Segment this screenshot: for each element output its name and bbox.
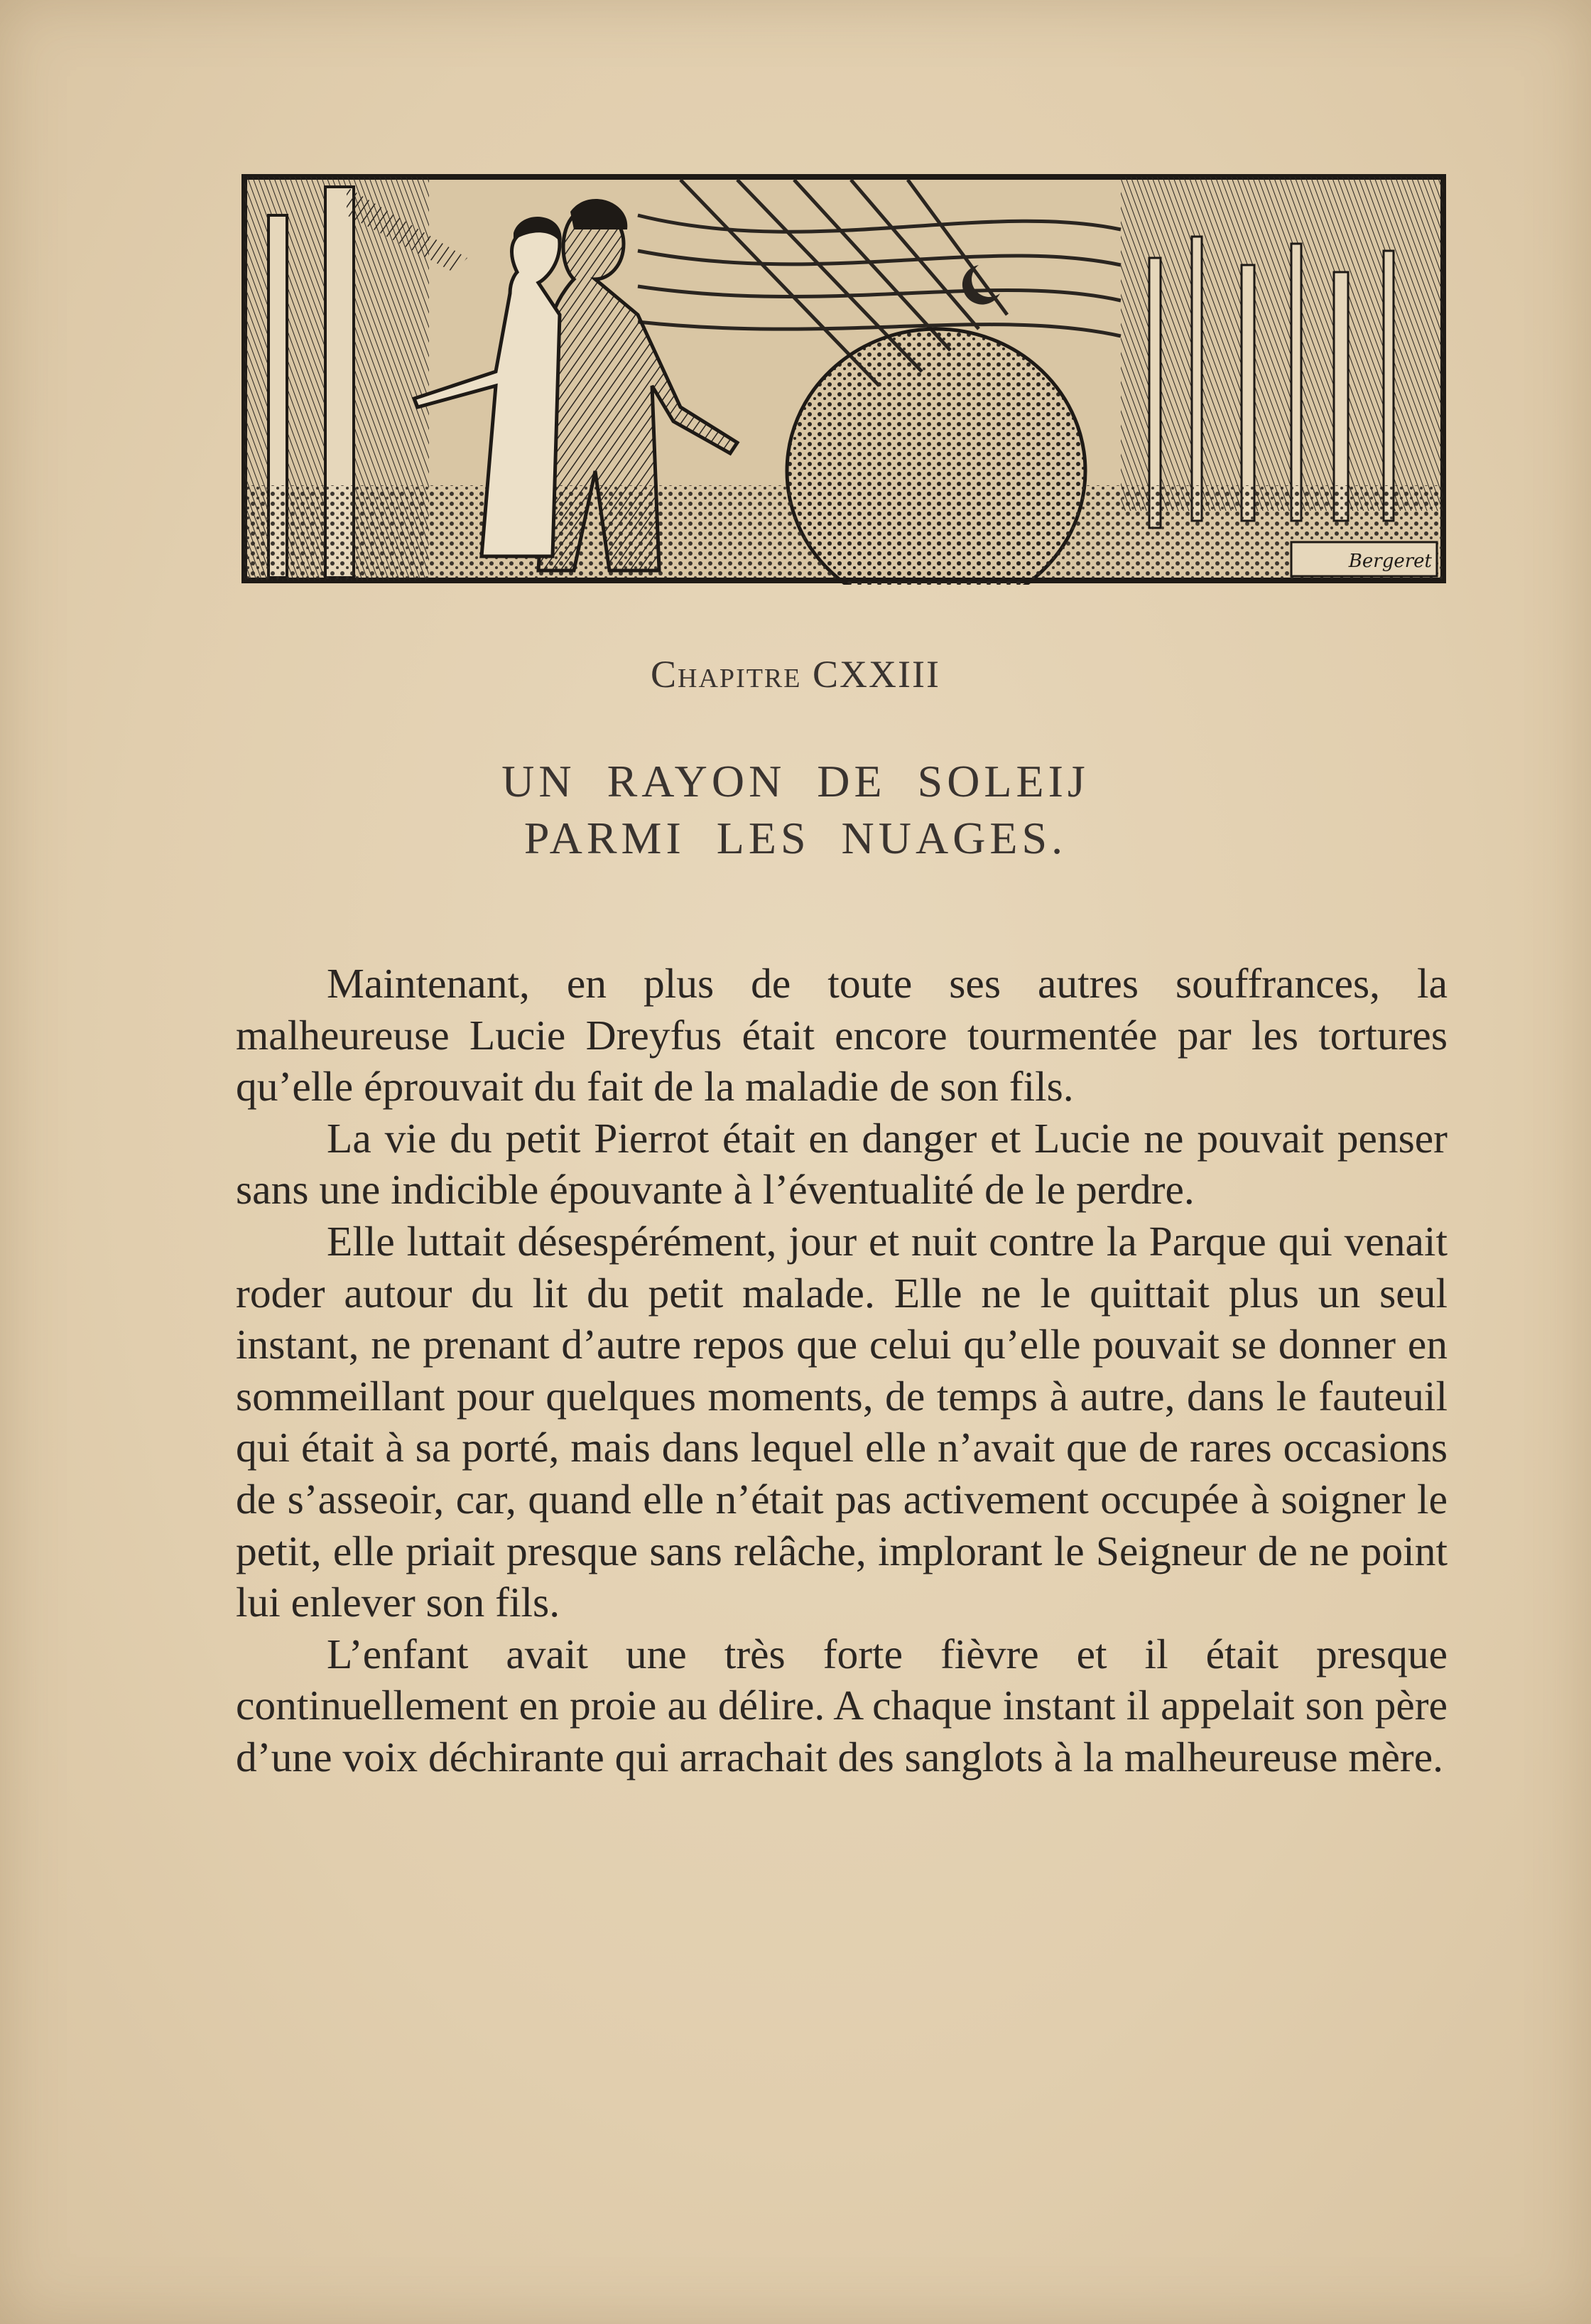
paragraph: Elle luttait désespérément, jour et nuit contre la Parque qui venait roder autour du lit du petit malade. Elle ne le quittait plus un seul instant, ne prenant d’autre repos que celui qu’elle pouvait se donner en sommeillant pour quelques moments, de temps à autre, dans le fauteuil qui était à sa porté, mais dans lequel elle n’avait que de rares occasions de s’asseoir, car, quand elle n’était pas activement occupée à soigner le petit, elle priait presque sans relâche, implorant le Seigneur de ne point lui enlever son fils. xyxy=(236,1217,1448,1626)
chapter-title-line-2: PARMI LES NUAGES. xyxy=(523,813,1068,863)
chapter-title xyxy=(0,753,1591,867)
chapter-body xyxy=(236,958,1448,1783)
header-engraving xyxy=(240,173,1448,585)
paragraph: La vie du petit Pierrot était en danger et Lucie ne pouvait penser sans une indicible épouvante à l’éventualité de le perdre. xyxy=(236,1114,1448,1214)
artist-signature: Bergeret xyxy=(1348,551,1432,572)
paragraph: Maintenant, en plus de toute ses autres souffrances, la malheureuse Lucie Dreyfus était encore tourmentée par les tortures qu’elle éprouvait du fait de la maladie de son fils. xyxy=(236,960,1448,1110)
paragraph: L’enfant avait une très forte fièvre et il était presque continuellement en proie au délire. A chaque instant il appelait son père d’une voix déchirante qui arrachait des sanglots à la malheureuse mère. xyxy=(236,1630,1448,1780)
chapter-number: Chapitre CXXIII xyxy=(651,653,940,696)
chapter-title-line-1: UN RAYON DE SOLEIJ xyxy=(501,756,1090,806)
